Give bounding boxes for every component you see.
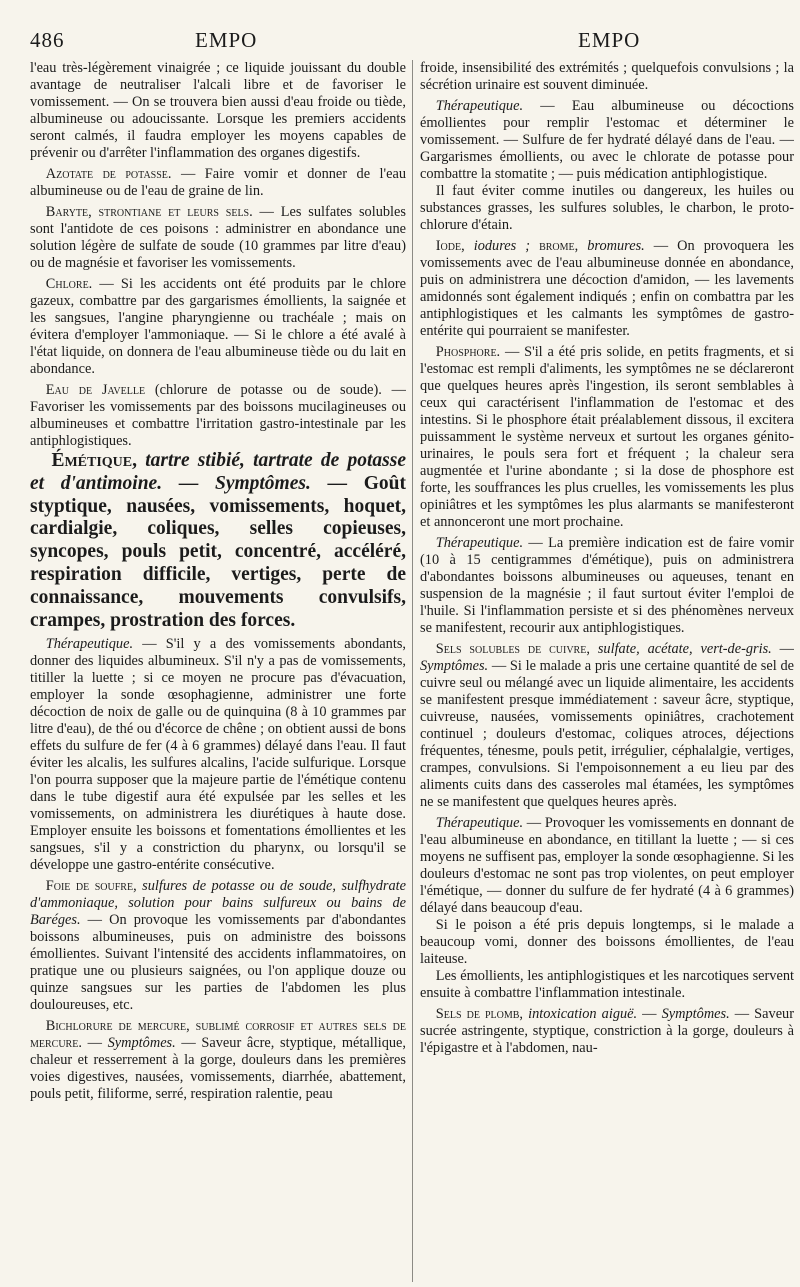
entry-term: Iode, [435, 238, 465, 254]
entry-term: Foie de soufre, [45, 878, 137, 895]
therapeutique-emetique [30, 636, 406, 874]
paragraph-emollients: Les émollients, les antiphlogistiques et les narcotiques servent ensuite à combattre l'inflammation intestinale. [420, 968, 794, 1001]
entry-alt-names-2: bromures. [578, 238, 645, 254]
paragraph-avoid: Il faut éviter comme inutiles ou dangereux, les huiles ou substances grasses, les sulfures solubles, le charbon, le proto-chlorure d'étain. [420, 183, 794, 233]
symptomes-label: Symptômes. [661, 1006, 730, 1022]
entry-text: — Les sulfates solubles sont l'antidote de ces poisons : administrer en abondance une solution légère de sulfate de soude (10 grammes par litre d'eau) ou de magnésie et favoriser les vomissements. [30, 204, 406, 271]
entry-alt-names: sulfures de potasse ou de soude, sulfhydrate d'ammoniaque, solution pour bains sulfureux ou bains de Baréges. [30, 878, 406, 929]
entry-text: — Si le malade a pris une certaine quantité de sel de cuivre seul ou mélangé avec un liquide alimentaire, les accidents se manifestent presque immédiatement : saveur âcre, styptique, cuivreuse, nausées, vomissements opiniâtres, crachotement continuel ; douleurs d'estomac, coliques atroces, déjections fréquentes, ténesme, pouls petit, irrégulier, céphalalgie, vertiges, crampes, convulsions. Si l'empoisonnement a eu lieu par des aliments cuits dans des casseroles mal étamées, les symptômes ne se manifestent que quelques heures après. [420, 658, 794, 810]
running-header [0, 22, 800, 56]
therapeutique-phosphore [420, 535, 794, 637]
entry-text: — Eau albumineuse ou décoctions émollientes pour remplir l'estomac et déterminer le vomissement. — Sulfure de fer hydraté délayé dans de l'eau. — Gargarismes émollients, ou avec le chlorate de potasse pour combattre la stomatite ; — puis médication antiphlogistique. [420, 98, 794, 182]
symptomes-label: Symptômes. [214, 472, 311, 494]
entry-text: — S'il y a des vomissements abondants, donner des liquides albumineux. S'il n'y a pas de vomissements, titiller la luette ; si ce moyen ne procure pas d'évacuation, employer la sonde œsophagienne, administrer une forte décoction de noix de galle ou de quinquina (8 à 10 grammes par litre d'eau), de thé ou d'écorce de chêne ; on obtient aussi de bons effets du sulfure de fer (4 à 6 grammes) délayé dans l'eau. Il faut éviter les alcalis, les sulfures alcalins, l'acide sulfurique. Lorsque l'on pourra supposer que la majeure partie de l'émétique contenu dans le tube digestif aura été expulsée par les selles et les vomissements, on administrera les diurétiques à haute dose. Employer ensuite les boissons et fomentations émollientes et les sangsues, s'il y a constriction du pharynx, ou lorsqu'il se développe une gastro-entérite consécutive. [30, 636, 406, 874]
entry-plomb [420, 1006, 794, 1057]
therapeutique-cuivre [420, 815, 794, 917]
symptomes-label: Symptômes. [420, 658, 489, 674]
entry-azotate [30, 166, 406, 200]
continued-paragraph: froide, insensibilité des extrémités ; quelquefois convulsions ; la sécrétion urinaire est souvent diminuée. [420, 60, 794, 93]
entry-term: Sels de plomb, [435, 1006, 524, 1022]
entry-alt-names: sulfate, acétate, vert-de-gris. [589, 641, 772, 657]
entry-dash: — [162, 472, 215, 494]
entry-term: Chlore. [45, 276, 93, 292]
entry-term: Azotate de potasse. [45, 166, 172, 182]
header-title-right: EMPO [578, 28, 641, 52]
entry-bichlorure [30, 1018, 406, 1103]
entry-text: — On provoque les vomissements par d'abondantes boissons albumineuses, puis on administre des boissons émollientes. Suivant l'intensité des accidents inflammatoires, on pratique une ou plusieurs saignées, ou l'on applique douze ou quinze sangsues sur les parties de l'abdomen les plus douloureuses, etc. [30, 912, 406, 1014]
entry-dash: — [637, 1006, 662, 1022]
entry-baryte [30, 204, 406, 272]
entry-alt-names: tartre stibié, tartrate de potasse et d'antimoine. [30, 450, 406, 494]
right-column [420, 60, 794, 1280]
entry-term: Baryte, strontiane et leurs sels. [45, 204, 253, 220]
entry-dash: — [81, 1035, 108, 1052]
therapeutique-mercure [420, 98, 794, 183]
entry-text: — Goût styptique, nausées, vomissements, hoquet, cardialgie, coliques, selles copieuses, syncopes, pouls petit, concentré, accéléré, respiration difficile, vertiges, perte de connaissance, mouvements convulsifs, crampes, prostration des forces. [30, 472, 406, 631]
entry-text: — Faire vomir et donner de l'eau albumineuse ou de l'eau de graine de lin. [30, 166, 406, 199]
paragraph-poison-longtemps: Si le poison a été pris depuis longtemps, si le malade a beaucoup vomi, donner des boissons émollientes, de l'eau laiteuse. [420, 917, 794, 967]
entry-text: — Si les accidents ont été produits par le chlore gazeux, combattre par des gargarismes émollients, la saignée et les sangsues, l'angine pharyngienne ou trachéale ; mais on évitera d'employer l'ammoniaque. — Si le chlore a été avalé à l'état liquide, on donnera de l'eau albumineuse tiède ou du lait en abondance. [30, 276, 406, 377]
page-number: 486 [30, 28, 65, 52]
symptomes-label: Symptômes. [107, 1035, 176, 1052]
entry-term: Sels solubles de cuivre, [435, 641, 590, 657]
entry-text: (chlorure de potasse ou de soude). — Favoriser les vomissements par des boissons mucilagineuses ou albumineuses et combattre l'irritation gastro-intestinale par les antiphlogistiques. [30, 382, 406, 449]
entry-term: Émétique, [51, 450, 137, 471]
entry-iode-brome [420, 238, 794, 340]
entry-term-2: brome, [530, 238, 579, 254]
entry-emetique [30, 450, 406, 632]
therapeutique-label: Thérapeutique. [45, 636, 134, 653]
entry-term: Bichlorure de mercure, sublimé corrosif et autres sels de mercure. [30, 1018, 406, 1052]
entry-foie-de-soufre [30, 878, 406, 1014]
entry-dash: — [771, 641, 794, 657]
continued-paragraph: l'eau très-légèrement vinaigrée ; ce liquide jouissant du double avantage de neutraliser l'alcali libre et de favoriser le vomissement. — On se trouvera bien aussi d'eau froide ou tiède, albumineuse ou adoucissante. Lorsque les premiers accidents seront calmés, il faudra employer les moyens capables de prévenir ou d'arrêter l'inflammation des organes digestifs. [30, 60, 406, 161]
entry-alt-names: intoxication aiguë. [523, 1006, 638, 1022]
entry-phosphore [420, 344, 794, 531]
entry-chlore [30, 276, 406, 378]
entry-alt-names: iodures ; [464, 238, 531, 254]
entry-text: — Saveur âcre, styptique, métallique, chaleur et resserrement à la gorge, douleurs dans les premières voies digestives, nausées, vomissements, diarrhée, abattement, pouls petit, filiforme, serré, respiration ralentie, peau [30, 1035, 406, 1103]
entry-text: — Saveur sucrée astringente, styptique, constriction à la gorge, douleurs à l'épigastre et à l'abdomen, nau- [420, 1006, 794, 1056]
entry-cuivre [420, 641, 794, 811]
therapeutique-label: Thérapeutique. [435, 98, 524, 114]
column-divider [412, 60, 413, 1282]
entry-term: Phosphore. [435, 344, 501, 360]
entry-text: — La première indication est de faire vomir (10 à 15 centigrammes d'émétique), puis on administrera d'abondantes boissons albumineuses ou aqueuses, tenant en suspension de la magnésie ; il faut surtout éviter l'emploi de l'huile. Si l'inflammation persiste et si des phénomènes nerveux se manifestent, recourir aux antiphlogistiques. [420, 535, 794, 636]
entry-javelle [30, 382, 406, 450]
entry-term: Eau de Javelle [45, 382, 146, 398]
entry-text: — Provoquer les vomissements en donnant de l'eau albumineuse en abondance, en titillant la luette ; — si ces moyens ne suffisent pas, employer la sonde œsophagienne. Si les douleurs d'estomac ne sont pas trop violentes, on peut employer l'émétique, — donner du sulfure de fer hydraté (4 à 6 grammes) délayé dans beaucoup d'eau. [420, 815, 794, 916]
left-column [30, 60, 406, 1280]
entry-text: — S'il a été pris solide, en petits fragments, et si l'estomac est rempli d'aliments, les symptômes ne se déclareront que quelques heures après l'ingestion, ils seront semblables à ceux qui caractérisent l'inflammation de l'estomac et des intestins. Si le phosphore était préalablement dissous, il excitera puissamment le système nerveux et surtout les organes génito-urinaires, le pouls sera fort et fréquent ; la chaleur sera augmentée et l'urine abondante ; si la dose de phosphore est forte, les souffrances les plus cruelles, les vomissements les plus opiniâtres et les symptômes les plus alarmants se manifesteront et annonceront une mort prochaine. [420, 344, 794, 530]
therapeutique-label: Thérapeutique. [435, 535, 524, 551]
entry-text: — On provoquera les vomissements avec de l'eau albumineuse donnée en abondance, puis on administrera une décoction d'amidon, — les lavements amidonnés sont également indiqués ; enfin on combattra par les antiphlogistiques et les calmants les symptômes de gastro-entérite qui pourraient se manifester. [420, 238, 794, 339]
header-title-left: EMPO [195, 28, 258, 52]
therapeutique-label: Thérapeutique. [435, 815, 524, 831]
